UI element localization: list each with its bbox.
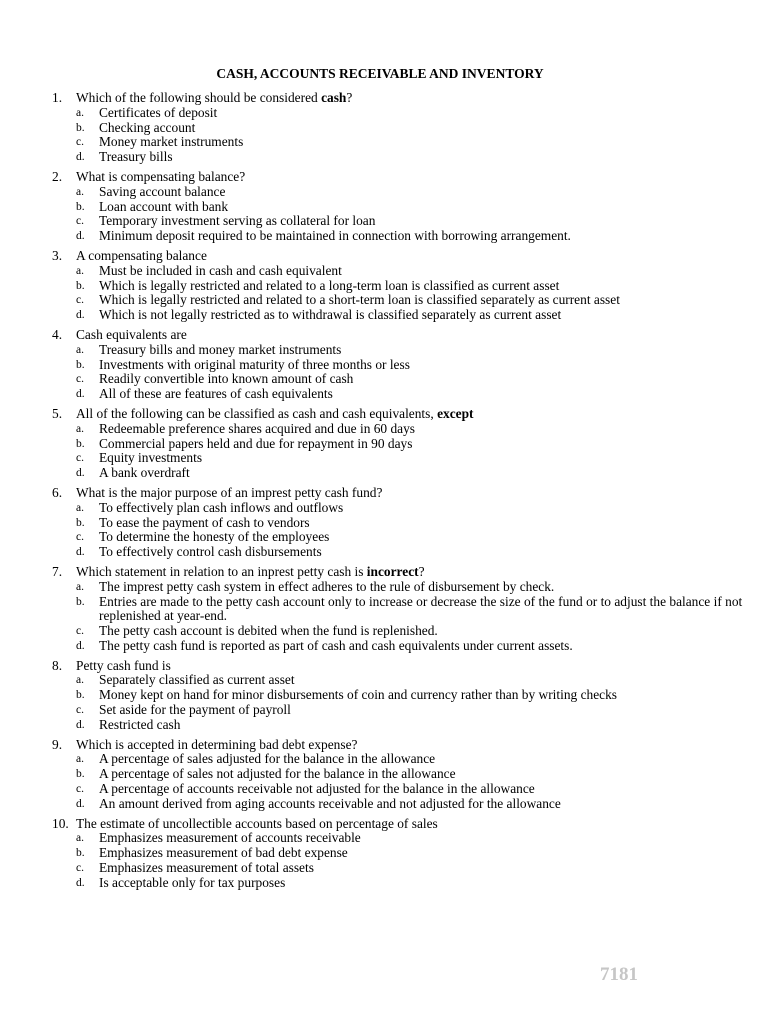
option-letter: c. <box>76 704 84 717</box>
option-d <box>76 545 752 560</box>
option-letter: a. <box>76 753 84 766</box>
question-stem <box>52 486 752 501</box>
option-letter: b. <box>76 437 85 450</box>
option-c <box>76 214 752 229</box>
question-text: Which statement in relation to an inprest petty cash is incorrect? <box>76 563 425 579</box>
option-text: A percentage of accounts receivable not adjusted for the balance in the allowance <box>99 781 535 797</box>
option-letter: c. <box>76 625 84 638</box>
question-9 <box>52 738 752 812</box>
option-text: Entries are made to the petty cash account only to increase or decrease the size of the fund or to adjust the balance if not replenished at year-end. <box>99 593 743 624</box>
question-stem <box>52 659 752 674</box>
option-text: The petty cash fund is reported as part of cash and cash equivalents under current assets. <box>99 637 573 653</box>
option-d <box>76 718 752 733</box>
question-number: 10. <box>52 815 69 831</box>
option-d <box>76 387 752 402</box>
option-a <box>76 185 752 200</box>
question-number: 4. <box>52 326 63 342</box>
question-stem <box>52 328 752 343</box>
option-b <box>76 688 752 703</box>
option-text: Which is not legally restricted as to withdrawal is classified separately as current asset <box>99 307 562 323</box>
option-d <box>76 639 752 654</box>
option-list <box>76 580 752 654</box>
option-letter: b. <box>76 358 85 371</box>
question-5 <box>52 407 752 481</box>
option-text: A percentage of sales adjusted for the balance in the allowance <box>99 751 436 767</box>
option-letter: c. <box>76 531 84 544</box>
question-2 <box>52 170 752 244</box>
option-d <box>76 308 752 323</box>
option-list <box>76 185 752 244</box>
question-text: The estimate of uncollectible accounts based on percentage of sales <box>76 815 438 831</box>
option-letter: c. <box>76 136 84 149</box>
option-b <box>76 437 752 452</box>
option-letter: a. <box>76 832 84 845</box>
option-text: The petty cash account is debited when the fund is replenished. <box>99 623 438 639</box>
question-list <box>52 91 752 896</box>
option-letter: a. <box>76 501 84 514</box>
option-a <box>76 106 752 121</box>
option-text: Which is legally restricted and related to a long-term loan is classified as current asset <box>99 277 560 293</box>
option-list <box>76 831 752 890</box>
option-letter: a. <box>76 106 84 119</box>
option-text: Saving account balance <box>99 183 226 199</box>
option-text: Emphasizes measurement of bad debt expense <box>99 845 348 861</box>
option-b <box>76 358 752 373</box>
option-text: Set aside for the payment of payroll <box>99 702 291 718</box>
option-text: Must be included in cash and cash equivalent <box>99 262 342 278</box>
option-text: Treasury bills <box>99 149 173 165</box>
question-number: 1. <box>52 90 63 105</box>
option-d <box>76 876 752 891</box>
option-text: To ease the payment of cash to vendors <box>99 514 310 530</box>
option-letter: d. <box>76 467 85 480</box>
option-letter: b. <box>76 768 85 781</box>
option-list <box>76 106 752 165</box>
option-c <box>76 372 752 387</box>
option-letter: a. <box>76 343 84 356</box>
question-number: 9. <box>52 736 63 752</box>
option-letter: d. <box>76 876 85 889</box>
option-text: Is acceptable only for tax purposes <box>99 874 286 890</box>
question-stem <box>52 738 752 753</box>
option-letter: c. <box>76 452 84 465</box>
option-text: To determine the honesty of the employees <box>99 529 330 545</box>
question-stem <box>52 91 752 106</box>
option-letter: c. <box>76 783 84 796</box>
question-text: A compensating balance <box>76 247 207 263</box>
question-number: 3. <box>52 247 63 263</box>
option-letter: a. <box>76 674 84 687</box>
option-letter: d. <box>76 230 85 243</box>
option-letter: d. <box>76 718 85 731</box>
question-text: All of the following can be classified as cash and cash equivalents, except <box>76 405 474 421</box>
option-c <box>76 703 752 718</box>
option-list <box>76 264 752 323</box>
option-a <box>76 501 752 516</box>
option-b <box>76 121 752 136</box>
option-letter: a. <box>76 422 84 435</box>
question-text: Cash equivalents are <box>76 326 187 342</box>
question-8 <box>52 659 752 733</box>
option-b <box>76 516 752 531</box>
option-d <box>76 229 752 244</box>
option-text: Checking account <box>99 119 196 135</box>
option-text: A bank overdraft <box>99 465 190 481</box>
option-c <box>76 861 752 876</box>
option-letter: b. <box>76 847 85 860</box>
option-letter: c. <box>76 862 84 875</box>
option-text: Temporary investment serving as collateral for loan <box>99 213 376 229</box>
option-letter: c. <box>76 373 84 386</box>
option-b <box>76 767 752 782</box>
option-a <box>76 752 752 767</box>
option-list <box>76 422 752 481</box>
option-letter: b. <box>76 200 85 213</box>
page-title: CASH, ACCOUNTS RECEIVABLE AND INVENTORY <box>216 66 544 81</box>
question-number: 7. <box>52 563 63 579</box>
option-text: A percentage of sales not adjusted for the balance in the allowance <box>99 766 456 782</box>
option-list <box>76 752 752 811</box>
option-letter: b. <box>76 689 85 702</box>
option-d <box>76 150 752 165</box>
option-text: Restricted cash <box>99 716 181 732</box>
option-a <box>76 673 752 688</box>
option-text: Minimum deposit required to be maintained in connection with borrowing arrangement. <box>99 228 571 244</box>
option-list <box>76 673 752 732</box>
option-letter: d. <box>76 639 85 652</box>
question-stem <box>52 817 752 832</box>
option-letter: d. <box>76 388 85 401</box>
emphasis: incorrect <box>366 563 419 579</box>
option-list <box>76 501 752 560</box>
option-text: An amount derived from aging accounts receivable and not adjusted for the allowance <box>99 795 561 811</box>
option-text: Which is legally restricted and related to a short-term loan is classified separately as current asset <box>99 292 620 308</box>
option-c <box>76 624 752 639</box>
option-text: To effectively control cash disbursements <box>99 544 322 560</box>
question-text: Which is accepted in determining bad debt expense? <box>76 736 358 752</box>
question-text: Petty cash fund is <box>76 657 171 673</box>
option-letter: c. <box>76 215 84 228</box>
question-1 <box>52 91 752 165</box>
option-text: Treasury bills and money market instruments <box>99 341 342 357</box>
option-list <box>76 343 752 402</box>
option-letter: c. <box>76 294 84 307</box>
option-a <box>76 580 752 595</box>
option-text: Certificates of deposit <box>99 104 218 120</box>
option-letter: b. <box>76 516 85 529</box>
question-text: What is compensating balance? <box>76 168 246 184</box>
option-text: Emphasizes measurement of accounts receivable <box>99 830 361 846</box>
option-d <box>76 797 752 812</box>
emphasis: except <box>437 405 474 421</box>
page-number: 7181 <box>600 964 638 985</box>
option-b <box>76 200 752 215</box>
question-number: 6. <box>52 484 63 500</box>
option-text: Investments with original maturity of three months or less <box>99 356 410 372</box>
option-c <box>76 451 752 466</box>
option-letter: d. <box>76 546 85 559</box>
question-stem <box>52 565 752 580</box>
option-a <box>76 831 752 846</box>
question-number: 5. <box>52 405 63 421</box>
question-stem <box>52 407 752 422</box>
option-a <box>76 422 752 437</box>
option-letter: a. <box>76 580 84 593</box>
option-c <box>76 135 752 150</box>
question-number: 2. <box>52 168 63 184</box>
option-c <box>76 782 752 797</box>
question-4 <box>52 328 752 402</box>
question-text: Which of the following should be considered cash? <box>76 90 353 105</box>
option-a <box>76 264 752 279</box>
option-letter: b. <box>76 121 85 134</box>
question-7 <box>52 565 752 654</box>
option-letter: a. <box>76 264 84 277</box>
option-c <box>76 530 752 545</box>
option-text: To effectively plan cash inflows and outflows <box>99 499 344 515</box>
option-b <box>76 595 752 625</box>
question-10 <box>52 817 752 891</box>
option-letter: b. <box>76 279 85 292</box>
option-text: Readily convertible into known amount of cash <box>99 371 354 387</box>
option-letter: b. <box>76 595 85 608</box>
option-text: All of these are features of cash equivalents <box>99 386 333 402</box>
question-number: 8. <box>52 657 63 673</box>
option-text: Commercial papers held and due for repayment in 90 days <box>99 435 413 451</box>
option-letter: a. <box>76 185 84 198</box>
question-6 <box>52 486 752 560</box>
option-letter: d. <box>76 309 85 322</box>
question-text: What is the major purpose of an imprest petty cash fund? <box>76 484 383 500</box>
option-letter: d. <box>76 151 85 164</box>
option-text: The imprest petty cash system in effect adheres to the rule of disbursement by check. <box>99 578 555 594</box>
question-stem <box>52 170 752 185</box>
option-text: Loan account with bank <box>99 198 229 214</box>
option-text: Emphasizes measurement of total assets <box>99 860 314 876</box>
question-3 <box>52 249 752 323</box>
option-text: Redeemable preference shares acquired and due in 60 days <box>99 420 416 436</box>
question-stem <box>52 249 752 264</box>
option-c <box>76 293 752 308</box>
option-text: Separately classified as current asset <box>99 672 295 688</box>
option-letter: d. <box>76 797 85 810</box>
option-a <box>76 343 752 358</box>
option-b <box>76 279 752 294</box>
option-b <box>76 846 752 861</box>
emphasis: cash <box>321 90 347 105</box>
option-text: Equity investments <box>99 450 203 466</box>
option-text: Money market instruments <box>99 134 244 150</box>
option-d <box>76 466 752 481</box>
option-text: Money kept on hand for minor disbursements of coin and currency rather than by writing checks <box>99 687 617 703</box>
